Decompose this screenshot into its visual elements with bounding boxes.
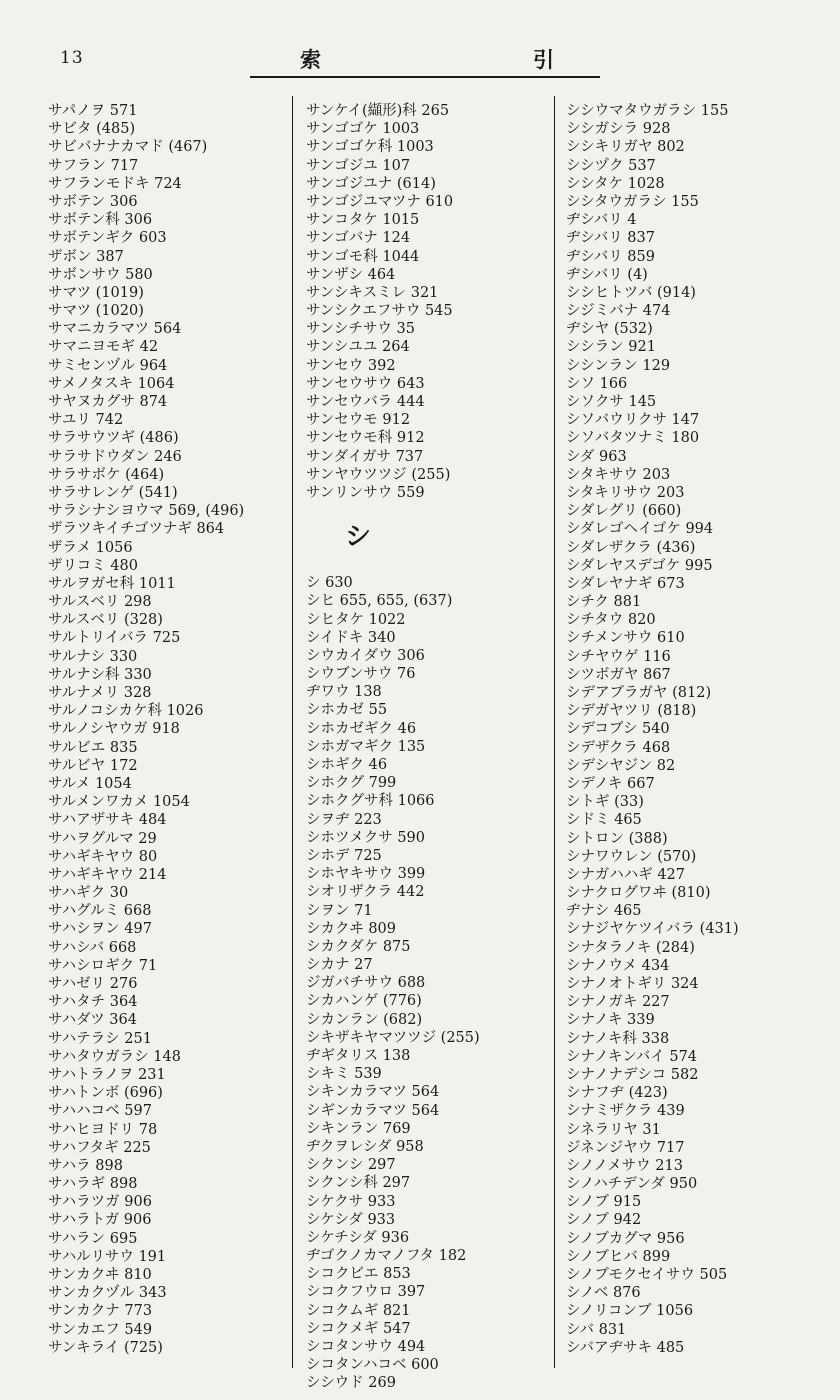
- index-entry: シナノキ 339: [566, 1012, 655, 1029]
- running-title-left: 索: [300, 47, 321, 72]
- index-entry: シナタラノキ (284): [566, 939, 695, 956]
- index-entry: サルビエ 835: [48, 739, 138, 756]
- index-entry: サンセウモ科 912: [306, 430, 425, 447]
- index-entry: シダレゴヘイゴケ 994: [566, 521, 714, 538]
- index-entry: サメノタスキ 1064: [48, 375, 175, 392]
- index-entry: サハギク 30: [48, 885, 129, 902]
- index-entry: シタキリサウ 203: [566, 484, 685, 501]
- index-entry: シナフヂ (423): [566, 1085, 668, 1102]
- index-entry: シドミ 465: [566, 812, 642, 829]
- index-entry: シバアヂサキ 485: [566, 1339, 685, 1356]
- index-entry: サハラン 695: [48, 1230, 138, 1247]
- index-entry: シクンシ 297: [306, 1157, 396, 1174]
- index-column-1: [48, 102, 286, 1357]
- index-entry: ヂシバリ 837: [566, 230, 655, 247]
- index-entry: シダレヤスデゴケ 995: [566, 557, 713, 574]
- index-entry: シホギク 46: [306, 757, 388, 773]
- index-entry: サハテラシ 251: [48, 1030, 152, 1047]
- index-entry: サンゴバナ 124: [306, 230, 411, 247]
- index-entry: シシヒトツバ (914): [566, 284, 696, 301]
- index-entry: サユリ 742: [48, 412, 124, 429]
- index-entry: サハラトガ 906: [48, 1212, 152, 1229]
- running-title-right: 引: [533, 47, 554, 72]
- index-entry: ヂシヤ (532): [566, 321, 653, 338]
- index-entry: シシキリガヤ 802: [566, 139, 685, 156]
- index-entry: シノリコンブ 1056: [566, 1303, 694, 1320]
- page-number: 13: [60, 48, 84, 68]
- index-entry: サボテン 306: [48, 193, 138, 210]
- index-entry: サハラギ 898: [48, 1176, 138, 1193]
- index-entry: シケチシダ 936: [306, 1229, 410, 1246]
- index-entry: サルビヤ 172: [48, 757, 138, 774]
- index-entry: サンカクナ 773: [48, 1303, 153, 1320]
- index-entry: シデシヤジン 82: [566, 757, 676, 774]
- index-entry: シソクサ 145: [566, 394, 657, 410]
- index-entry: サンセウサウ 643: [306, 375, 425, 392]
- index-entry: サンゴモ科 1044: [306, 248, 420, 265]
- index-entry: シナジヤケツイバラ (431): [566, 921, 739, 938]
- index-entry: シシンラン 129: [566, 357, 671, 374]
- index-entry: シデノキ 667: [566, 775, 655, 792]
- index-entry: シナガハハギ 427: [566, 866, 685, 883]
- index-entry: ヂクヲレシダ 958: [306, 1138, 424, 1155]
- index-entry: シノブ 942: [566, 1212, 642, 1229]
- index-entry: サラサウツギ (486): [48, 430, 179, 447]
- index-entry: ザリコミ 480: [48, 557, 138, 574]
- index-entry: シホカゼギク 46: [306, 720, 417, 737]
- section-heading-shi: シ: [344, 522, 371, 553]
- index-entry: シホカゼ 55: [306, 702, 388, 719]
- index-entry: サハアザサキ 484: [48, 812, 167, 829]
- index-entry: サンシクエフサウ 545: [306, 303, 453, 320]
- index-entry: サハルリサウ 191: [48, 1248, 167, 1265]
- index-entry: シコクビエ 853: [306, 1266, 411, 1283]
- index-entry: シケクサ 933: [306, 1193, 396, 1210]
- index-entry: サハトラノヲ 231: [48, 1066, 166, 1083]
- index-entry: サハトンボ (696): [48, 1085, 163, 1102]
- index-entry: サマツ (1020): [48, 303, 144, 320]
- index-entry: シノブカグマ 956: [566, 1230, 685, 1247]
- index-entry: ザラツキイチゴツナギ 864: [48, 521, 225, 538]
- index-entry: サビタ (485): [48, 121, 136, 138]
- index-entry: サフラン 717: [48, 157, 139, 174]
- index-entry: シナクログワヰ (810): [566, 885, 711, 902]
- index-entry: サルトリイバラ 725: [48, 630, 181, 647]
- index-entry: シツボガヤ 867: [566, 666, 671, 683]
- index-entry: シダレグリ (660): [566, 503, 682, 520]
- index-entry: サハラツガ 906: [48, 1194, 152, 1211]
- index-entry: サパノヲ 571: [48, 103, 138, 119]
- index-entry: サンケイ(纈形)科 265: [306, 103, 450, 119]
- index-entry: サハヲグルマ 29: [48, 830, 157, 847]
- index-entry: サラサドウダン 246: [48, 448, 182, 465]
- index-entry: シクンシ科 297: [306, 1175, 411, 1192]
- index-entry: サルノシヤウガ 918: [48, 721, 180, 738]
- index-entry: サラシナシヨウマ 569, (496): [48, 503, 245, 520]
- index-entry: サルヲガセ科 1011: [48, 575, 176, 592]
- index-entry: サンゴジユ 107: [306, 157, 411, 174]
- index-entry: シノノメサウ 213: [566, 1157, 683, 1174]
- index-entry: サンゴゴケ 1003: [306, 121, 420, 138]
- index-entry: シコクムギ 821: [306, 1302, 411, 1319]
- index-entry: サルナシ科 330: [48, 666, 152, 683]
- index-entry: サハフタギ 225: [48, 1139, 151, 1156]
- index-entry: シソ 166: [566, 375, 628, 392]
- index-entry: シイドキ 340: [306, 629, 396, 646]
- index-entry: シチク 881: [566, 594, 642, 611]
- index-entry: サンゴゴケ科 1003: [306, 139, 434, 156]
- index-entry: サンリンサウ 559: [306, 484, 425, 501]
- index-entry: シオリザクラ 442: [306, 884, 425, 901]
- index-entry: シコクフウロ 397: [306, 1284, 426, 1301]
- index-entry: シデガヤツリ (818): [566, 703, 697, 720]
- index-entry: シナノキ科 338: [566, 1030, 670, 1047]
- index-entry: シカクダケ 875: [306, 938, 411, 955]
- index-entry: サハグルミ 668: [48, 903, 152, 920]
- index-entry: サボテン科 306: [48, 212, 153, 229]
- index-entry: サラサレンゲ (541): [48, 484, 178, 501]
- index-entry: ヂシバリ 4: [566, 212, 637, 229]
- index-entry: サルスベリ 298: [48, 594, 152, 611]
- index-entry: シダレザクラ (436): [566, 539, 696, 556]
- running-title: [250, 44, 600, 74]
- index-entry: シホツメクサ 590: [306, 829, 425, 846]
- index-entry: サハゼリ 276: [48, 976, 138, 992]
- column-rule-1: [292, 96, 293, 1368]
- index-entry: サンコタケ 1015: [306, 212, 420, 229]
- index-entry: サミセンヅル 964: [48, 357, 168, 374]
- index-entry: サハシロギク 71: [48, 957, 158, 974]
- header-rule: [250, 76, 600, 78]
- index-entry: シナノナデシコ 582: [566, 1066, 699, 1083]
- index-entry: シナノオトギリ 324: [566, 976, 699, 992]
- index-entry: サルメンワカメ 1054: [48, 794, 190, 811]
- index-column-3: [566, 102, 798, 1357]
- index-entry: シホデ 725: [306, 847, 382, 864]
- index-entry: シナミザクラ 439: [566, 1103, 685, 1120]
- index-entry: シコタンハコベ 600: [306, 1357, 439, 1374]
- column-rule-2: [554, 96, 555, 1368]
- index-entry: サンセウモ 912: [306, 412, 411, 429]
- index-entry: サンゴジユナ (614): [306, 175, 436, 192]
- index-entry: ヂシバリ 859: [566, 248, 655, 265]
- index-entry: サンセウバラ 444: [306, 394, 425, 410]
- index-entry: シヲン 71: [306, 902, 373, 919]
- index-entry: シノベ 876: [566, 1285, 641, 1302]
- index-entry: シジミバナ 474: [566, 303, 671, 320]
- index-entry: サボンサウ 580: [48, 266, 153, 283]
- index-entry: サンシチサウ 35: [306, 321, 415, 338]
- index-entry: サンザシ 464: [306, 266, 396, 283]
- index-entry: ヂゴクノカマノフタ 182: [306, 1248, 467, 1265]
- index-entry: シカナ 27: [306, 957, 373, 974]
- index-entry: シノブモクセイサウ 505: [566, 1267, 728, 1283]
- index-entry: シチヤウゲ 116: [566, 648, 671, 665]
- index-entry: サハダツ 364: [48, 1012, 137, 1029]
- index-entry: シコタンサウ 494: [306, 1339, 426, 1355]
- index-entry: シホヤキサウ 399: [306, 866, 426, 883]
- index-entry: サハタウガラシ 148: [48, 1048, 181, 1065]
- index-entry: サンカクヅル 343: [48, 1285, 167, 1302]
- index-entry: シギンカラマツ 564: [306, 1102, 440, 1119]
- index-entry: シナノウメ 434: [566, 957, 670, 974]
- index-entry: シコクメギ 547: [306, 1320, 411, 1337]
- index-entry: サルスベリ (328): [48, 612, 163, 629]
- index-entry: サンシユユ 264: [306, 339, 410, 356]
- index-entry: シシガシラ 928: [566, 121, 671, 138]
- index-column-2-bottom: [306, 574, 550, 1392]
- index-entry: サンゴジユマツナ 610: [306, 193, 454, 210]
- index-column-2-top: [306, 102, 550, 502]
- index-entry: サビバナナカマド (467): [48, 139, 208, 156]
- index-entry: シチメンサウ 610: [566, 630, 685, 647]
- index-entry: シダ 963: [566, 448, 627, 465]
- index-entry: ヂシバリ (4): [566, 266, 648, 283]
- index-entry: サンセウ 392: [306, 357, 396, 374]
- index-entry: サハヒヨドリ 78: [48, 1121, 158, 1138]
- index-entry: サマニカラマツ 564: [48, 321, 182, 338]
- index-entry: サハタチ 364: [48, 994, 138, 1011]
- index-entry: シキンカラマツ 564: [306, 1084, 440, 1101]
- index-entry: ザラメ 1056: [48, 539, 133, 556]
- index-entry: シノブ 915: [566, 1194, 642, 1211]
- index-entry: シノブヒバ 899: [566, 1248, 671, 1265]
- index-entry: シソバウリクサ 147: [566, 412, 700, 429]
- index-entry: シカンラン (682): [306, 1011, 423, 1028]
- index-entry: サルメ 1054: [48, 775, 132, 792]
- index-entry: シトギ (33): [566, 794, 644, 811]
- index-entry: シナワウレン (570): [566, 848, 697, 865]
- index-entry: シシウド 269: [306, 1375, 396, 1392]
- index-entry: サハシバ 668: [48, 939, 137, 956]
- index-entry: シカハンゲ (776): [306, 993, 422, 1010]
- index-entry: シシヅク 537: [566, 157, 656, 174]
- index-entry: サルノコシカケ科 1026: [48, 703, 204, 720]
- index-entry: シシタウガラシ 155: [566, 193, 699, 210]
- index-entry: サヤヌカグサ 874: [48, 394, 168, 410]
- index-entry: シキミ 539: [306, 1066, 382, 1083]
- index-entry: シキンラン 769: [306, 1120, 411, 1137]
- index-column-2: [306, 102, 550, 1393]
- index-entry: シソバタツナミ 180: [566, 430, 700, 447]
- index-entry: シダレヤナギ 673: [566, 575, 685, 592]
- index-entry: シホクグサ科 1066: [306, 793, 435, 810]
- index-entry: シデアブラガヤ (812): [566, 685, 712, 701]
- index-entry: ザボン 387: [48, 248, 124, 265]
- index-entry: シホガマギク 135: [306, 738, 426, 755]
- index-entry: シキザキヤマツツジ (255): [306, 1029, 480, 1046]
- index-entry: サンシキスミレ 321: [306, 284, 439, 301]
- index-entry: シホクグ 799: [306, 775, 397, 792]
- index-entry: ヂナシ 465: [566, 903, 642, 920]
- index-entry: サンヤウツツジ (255): [306, 466, 451, 483]
- index-entry: シデコブシ 540: [566, 721, 670, 738]
- index-entry: サボテンギク 603: [48, 230, 167, 247]
- index-entry: シトロン (388): [566, 830, 668, 847]
- index-entry: シケシダ 933: [306, 1211, 396, 1228]
- index-entry: ジガバチサウ 688: [306, 975, 426, 992]
- index-entry: ヂギタリス 138: [306, 1048, 411, 1064]
- index-entry: シ 630: [306, 575, 353, 592]
- index-entry: シナノキンバイ 574: [566, 1048, 698, 1065]
- index-entry: シシウマタウガラシ 155: [566, 103, 729, 119]
- index-entry: シノハチデンダ 950: [566, 1176, 698, 1193]
- index-entry: サハハコベ 597: [48, 1103, 152, 1120]
- index-entry: シヒ 655, 655, (637): [306, 593, 453, 610]
- index-entry: シカクヰ 809: [306, 920, 396, 937]
- index-entry: シネラリヤ 31: [566, 1121, 661, 1138]
- index-entry: シウカイダウ 306: [306, 647, 425, 664]
- index-entry: ジネンジヤウ 717: [566, 1139, 685, 1156]
- index-entry: シヲヂ 223: [306, 811, 382, 828]
- index-entry: サフランモドキ 724: [48, 175, 182, 192]
- index-entry: シナノガキ 227: [566, 994, 670, 1011]
- index-entry: ヂワウ 138: [306, 684, 382, 701]
- index-entry: シウブンサウ 76: [306, 666, 416, 683]
- index-entry: サラサボケ (464): [48, 466, 165, 483]
- index-entry: サンキライ (725): [48, 1339, 163, 1356]
- index-entry: サマツ (1019): [48, 284, 144, 301]
- index-entry: シシタケ 1028: [566, 175, 665, 192]
- index-entry: サンダイガサ 737: [306, 448, 424, 465]
- index-entry: サンカクヰ 810: [48, 1267, 152, 1283]
- index-entry: シチタウ 820: [566, 612, 656, 629]
- index-entry: シシラン 921: [566, 339, 656, 356]
- index-entry: サハギキヤウ 80: [48, 848, 158, 865]
- index-entry: サハラ 898: [48, 1157, 123, 1174]
- index-entry: シヒタケ 1022: [306, 611, 406, 628]
- index-entry: シタキサウ 203: [566, 466, 671, 483]
- index-entry: サハギキヤウ 214: [48, 866, 167, 883]
- index-entry: サハシヲン 497: [48, 921, 152, 938]
- index-entry: シバ 831: [566, 1321, 627, 1338]
- index-entry: シデザクラ 468: [566, 739, 671, 756]
- index-entry: サンカエフ 549: [48, 1321, 153, 1338]
- index-entry: サルナメリ 328: [48, 685, 152, 701]
- index-entry: サマニヨモギ 42: [48, 339, 159, 356]
- index-entry: サルナシ 330: [48, 648, 138, 665]
